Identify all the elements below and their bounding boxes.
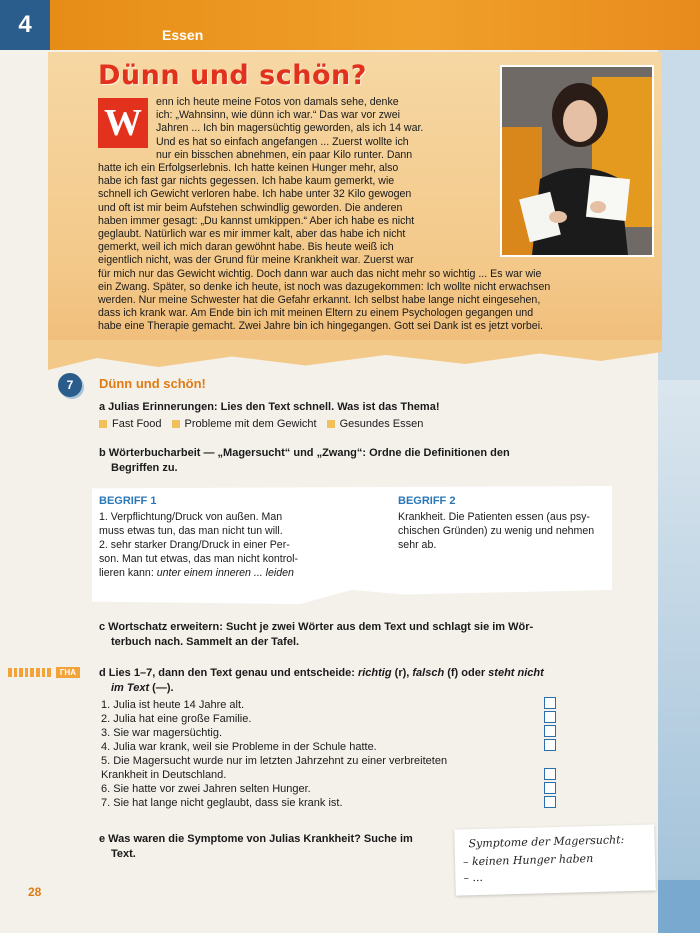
handwritten-note xyxy=(454,824,656,895)
begriff-2-text xyxy=(398,510,620,552)
task-d-im-text: im Text xyxy=(111,682,150,694)
begriff-1-line-italic: unter einem inneren ... leiden xyxy=(156,567,294,579)
corner-accent xyxy=(658,880,700,933)
task-d-text: (r), xyxy=(391,667,413,679)
statement-item: 5. Die Magersucht wurde nur im letzten Jahrzehnt zu einer verbreiteten xyxy=(101,755,448,767)
gna-badge xyxy=(8,666,80,679)
article-line: gemerkt, weil ich mich daran gewöhnt habe. Bis heute weiß ich xyxy=(98,241,394,254)
task-e xyxy=(99,832,459,862)
task-d-line1 xyxy=(99,666,619,681)
begriff-1-title: BEGRIFF 1 xyxy=(99,495,157,507)
answer-checkbox[interactable] xyxy=(544,725,556,737)
page-number: 28 xyxy=(28,885,42,899)
exercise-title: Dünn und schön! xyxy=(99,376,206,391)
article-line: ein Zwang. Später, so denke ich heute, ist noch was dazugekommen: Ich wollte nicht erwachsen xyxy=(98,280,551,293)
answer-checkbox[interactable] xyxy=(544,782,556,794)
statement-item: 4. Julia war krank, weil sie Probleme in der Schule hatte. xyxy=(101,741,377,753)
article-line: werden. Nur meine Schwester hat die Gefahr erkannt. Ich selbst habe lange nicht eingesehen, xyxy=(98,294,541,307)
square-bullet-icon xyxy=(99,420,107,428)
article-line: hatte ich ein Erfolgserlebnis. Ich hatte keinen Hunger mehr, also xyxy=(98,162,399,175)
option-label: Gesundes Essen xyxy=(339,418,424,430)
square-bullet-icon xyxy=(327,420,335,428)
task-d-text: (—). xyxy=(149,682,174,694)
gna-label: ГНА xyxy=(56,667,80,678)
note-line: – ... xyxy=(463,870,484,885)
statement-item: 2. Julia hat eine große Familie. xyxy=(101,713,252,725)
article-line: nur ein bisschen abnehmen, ein paar Kilo runter. Dann xyxy=(156,148,413,161)
article-title: Dünn und schön? xyxy=(98,60,367,91)
begriff-1-line: muss etwas tun, das man nicht tun will. xyxy=(99,525,283,537)
task-c-line: c Wortschatz erweitern: Sucht je zwei Wörter aus dem Text und schlagt sie im Wör- xyxy=(99,621,534,633)
begriff-1-line-plain: lieren kann: xyxy=(99,567,157,579)
drop-cap: W xyxy=(98,98,148,148)
article-line: Jahren ... Ich bin magersüchtig geworden, als ich 14 war. xyxy=(156,122,424,135)
chapter-title: Essen xyxy=(162,27,204,43)
begriff-2-title: BEGRIFF 2 xyxy=(398,495,456,507)
article-lines-narrow xyxy=(98,96,548,162)
option-label: Probleme mit dem Gewicht xyxy=(184,418,317,430)
chapter-number: 4 xyxy=(0,0,50,50)
statements-list xyxy=(101,698,521,810)
task-d-richtig: richtig xyxy=(357,667,392,679)
task-d-text: (f) oder xyxy=(444,667,489,679)
right-margin-strip-lower xyxy=(658,380,700,933)
statement-item: 7. Sie hat lange nicht geglaubt, dass sie krank ist. xyxy=(101,797,343,809)
article-line: für mich nur das Gewicht wichtig. Doch dann war auch das nicht mehr so wichtig ... Es war wie xyxy=(98,267,542,280)
article-lines-mid xyxy=(98,162,498,268)
article-lines-wide xyxy=(98,268,653,334)
statement-item: 6. Sie hatte vor zwei Jahren selten Hunger. xyxy=(101,783,311,795)
task-b-line: Begriffen zu. xyxy=(111,462,178,474)
task-a-options xyxy=(99,418,423,430)
option-item xyxy=(327,418,424,430)
article-line: schnell ich Gewicht verloren habe. Ich habe unter 32 Kilo gewogen xyxy=(98,188,412,201)
task-b xyxy=(99,446,604,476)
begriff-1-line: son. Man tut etwas, das man nicht kontrol- xyxy=(99,553,299,565)
article-line: Und es hat so einfach angefangen ... Zuerst wollte ich xyxy=(156,135,409,148)
task-d-steht-nicht: steht nicht xyxy=(488,667,544,679)
task-a: a Julias Erinnerungen: Lies den Text schnell. Was ist das Thema! xyxy=(99,401,440,413)
answer-checkbox[interactable] xyxy=(544,739,556,751)
task-c-line: terbuch nach. Sammelt an der Tafel. xyxy=(111,636,300,648)
task-e-line: e Was waren die Symptome von Julias Krankheit? Suche im xyxy=(99,833,413,845)
article-line: ich: „Wahnsinn, wie dünn ich war.“ Das war vor zwei xyxy=(156,109,400,122)
task-d-falsch: falsch xyxy=(412,667,445,679)
note-line: – keinen Hunger haben xyxy=(462,852,594,869)
option-item xyxy=(172,418,317,430)
article-text xyxy=(98,96,653,334)
option-item xyxy=(99,418,162,430)
square-bullet-icon xyxy=(172,420,180,428)
begriff-1-text xyxy=(99,510,357,580)
note-line: Symptome der Magersucht: xyxy=(468,833,625,851)
answer-checkbox[interactable] xyxy=(544,697,556,709)
article-line: und oft ist mir beim Aufstehen schwindlig geworden. Die anderen xyxy=(98,201,403,214)
exercise-number-badge: 7 xyxy=(58,373,82,397)
begriff-2-line: sehr ab. xyxy=(398,539,437,551)
answer-checkbox[interactable] xyxy=(544,711,556,723)
task-c xyxy=(99,620,614,650)
statement-item: 3. Sie war magersüchtig. xyxy=(101,727,223,739)
answer-checkbox[interactable] xyxy=(544,768,556,780)
answer-checkbox[interactable] xyxy=(544,796,556,808)
chapter-header-bar xyxy=(0,0,700,50)
article-line: enn ich heute meine Fotos von damals sehe, denke xyxy=(156,96,399,108)
begriff-2-line: Krankheit. Die Patienten essen (aus psy- xyxy=(398,511,590,523)
option-label: Fast Food xyxy=(112,418,162,430)
task-d xyxy=(99,666,619,696)
task-d-line2 xyxy=(99,681,619,696)
task-e-line: Text. xyxy=(111,848,136,860)
begriff-1-line xyxy=(99,566,357,580)
article-line: geglaubt. Natürlich war es mir immer kalt, aber das habe ich nicht xyxy=(98,228,406,241)
task-b-line: b Wörterbucharbeit — „Magersucht“ und „Zwang“: Ordne die Definitionen den xyxy=(99,447,510,459)
article-line: habe eine Therapie gemacht. Zwei Jahre bin ich hingegangen. Gott sei Dank ist es jetzt vorbei. xyxy=(98,320,543,333)
article-line: dass ich krank war. Am Ende bin ich mit meinen Eltern zu einem Psychologen gegangen und xyxy=(98,307,534,320)
reading-panel-torn-edge xyxy=(48,340,662,370)
begriff-1-line: 1. Verpflichtung/Druck von außen. Man xyxy=(99,511,283,523)
begriff-1-line: 2. sehr starker Drang/Druck in einer Per- xyxy=(99,539,290,551)
article-line: habe ich fast gar nichts gegessen. Ich habe kaum gemerkt, wie xyxy=(98,175,395,188)
statement-item: Krankheit in Deutschland. xyxy=(101,769,227,781)
article-line: eigentlich nicht, was der Grund für meine Krankheit war. Zuerst war xyxy=(98,254,414,267)
begriff-2-line: chischen Gründen) zu wenig und nehmen xyxy=(398,525,595,537)
article-line: haben immer gesagt: „Du kannst umkippen.“ Aber ich habe es nicht xyxy=(98,214,415,227)
task-d-text: d Lies 1–7, dann den Text genau und entscheide: xyxy=(99,667,358,679)
statement-item: 1. Julia ist heute 14 Jahre alt. xyxy=(101,699,245,711)
